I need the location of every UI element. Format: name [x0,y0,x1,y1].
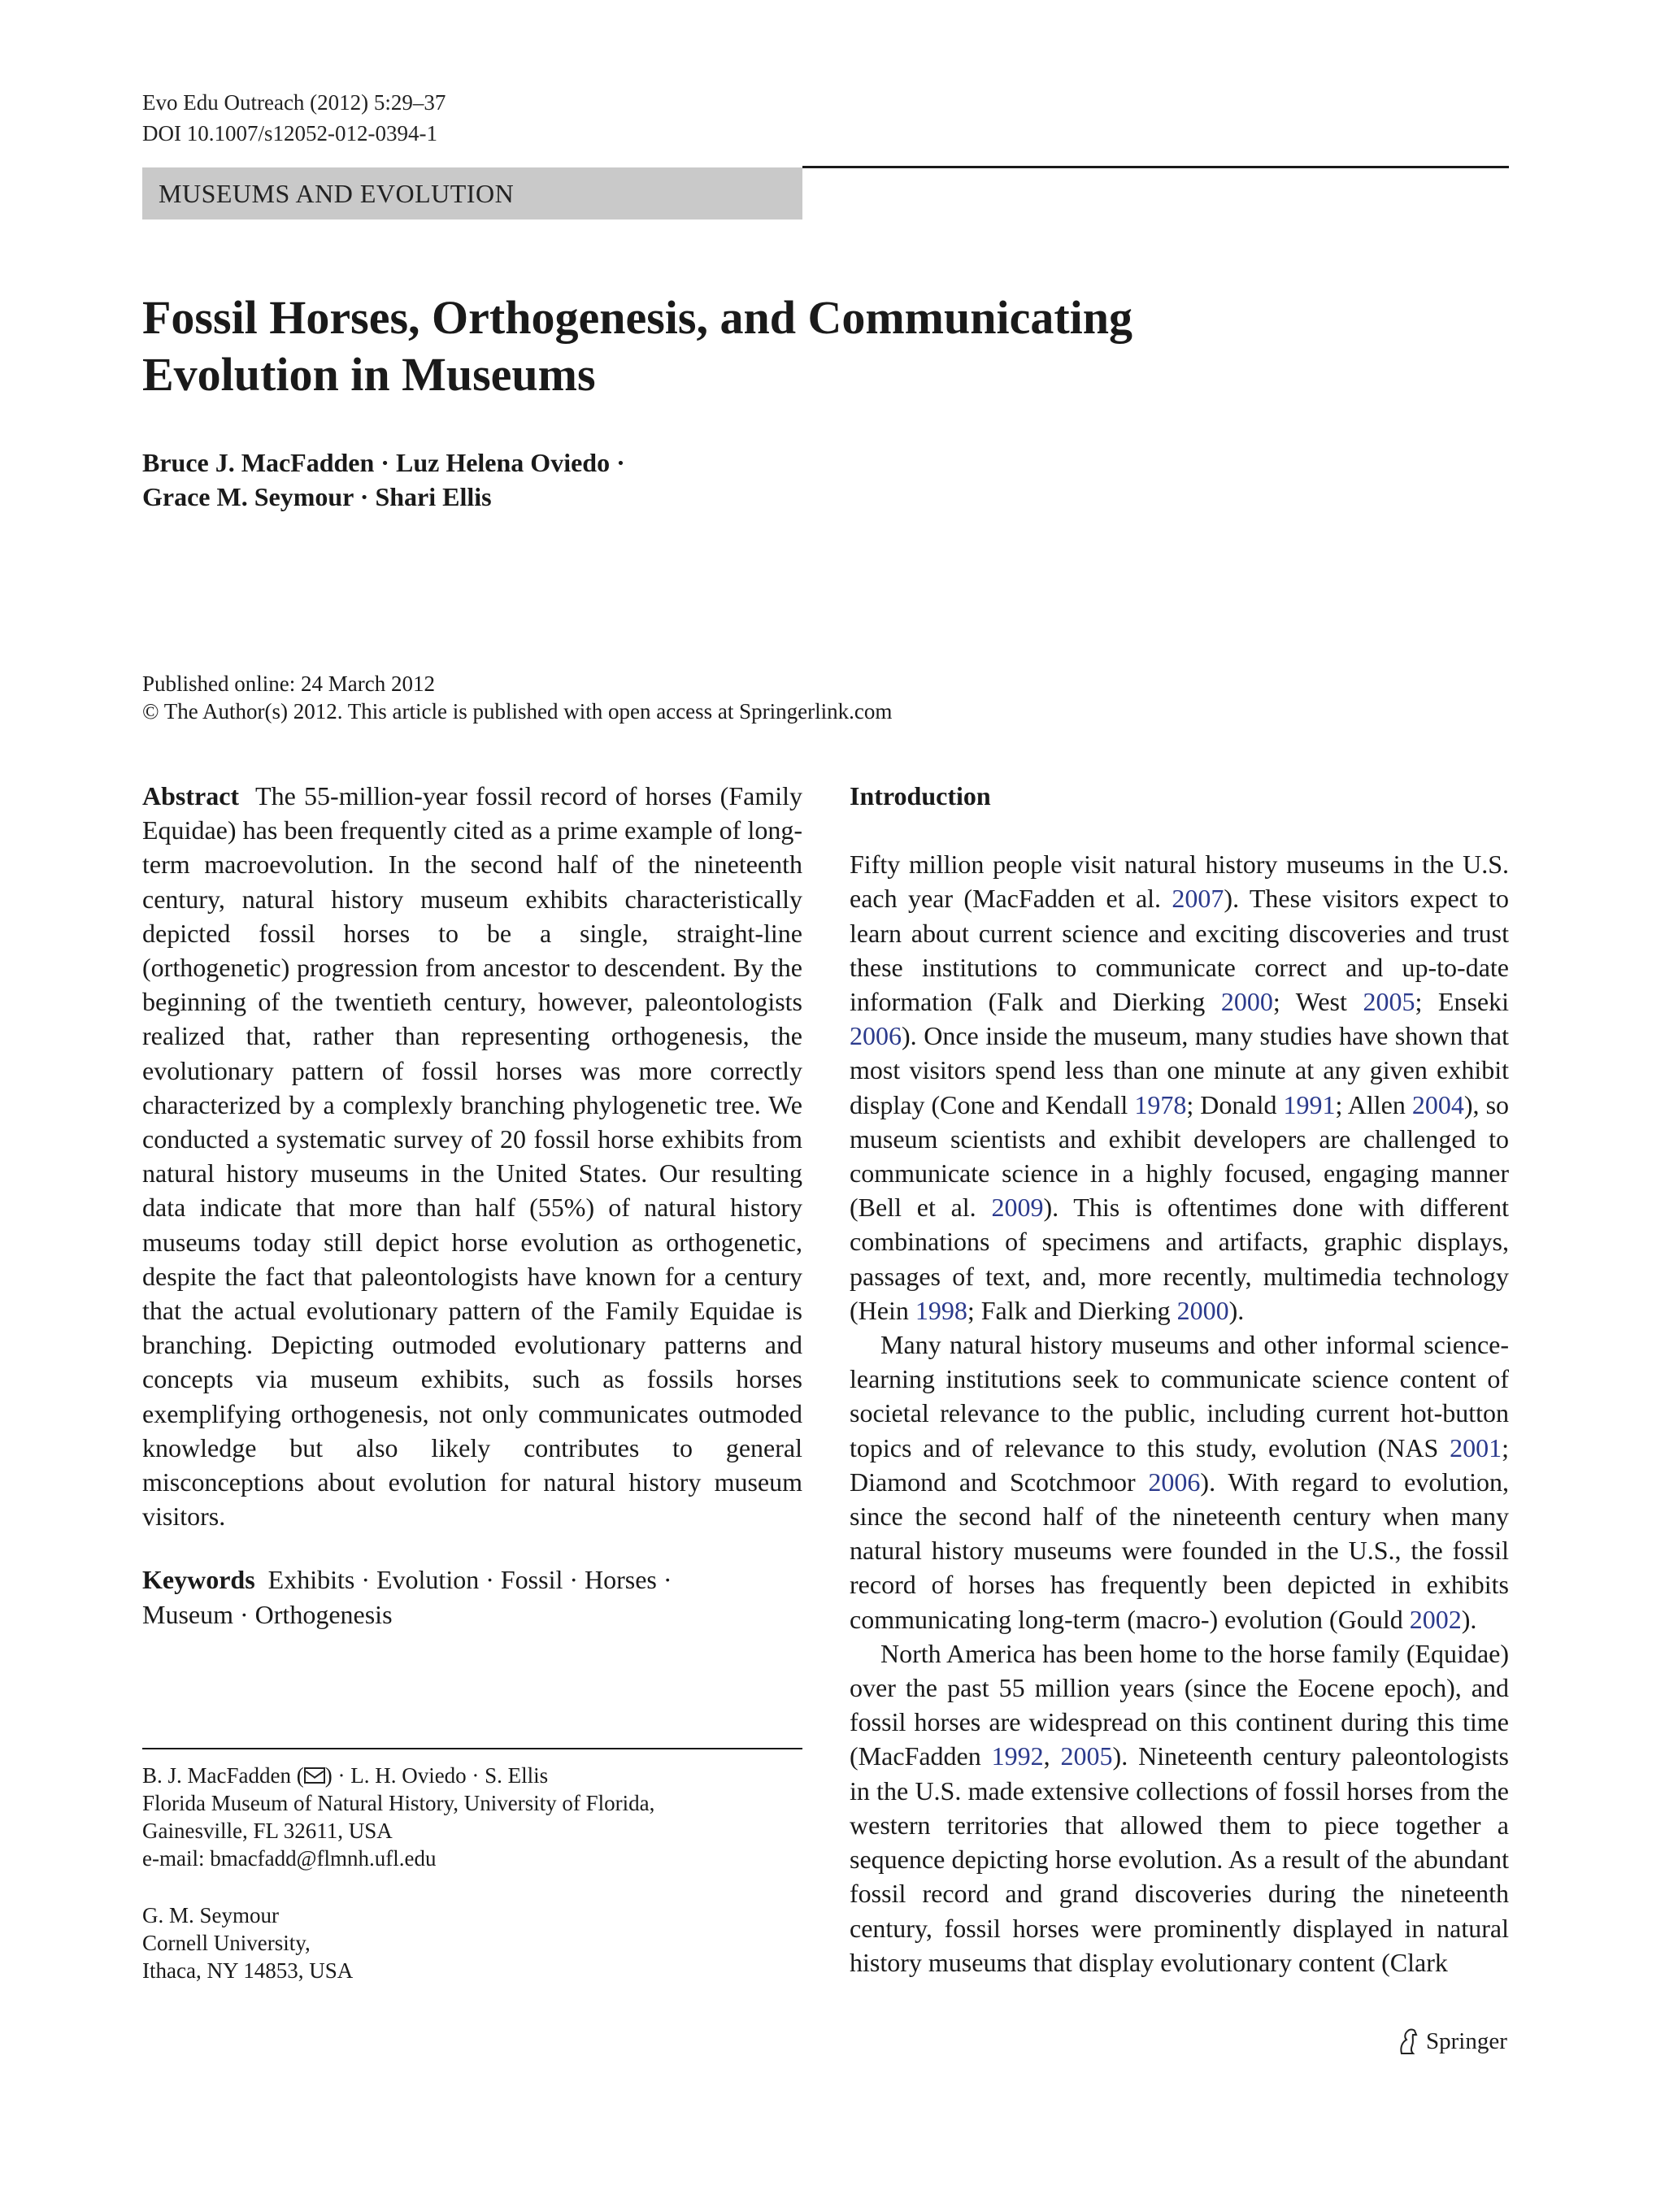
citation-link[interactable]: 2007 [1172,884,1224,914]
citation-link[interactable]: 2001 [1450,1432,1502,1462]
keywords-label: Keywords [142,1565,255,1595]
citation-link[interactable]: 1978 [1134,1089,1187,1119]
paragraph-text: ; Falk and Dierking [967,1295,1177,1325]
affiliation-1-institution: Florida Museum of Natural History, University of Florida, [142,1791,655,1815]
keywords [142,1562,802,1631]
author-list [142,445,1118,514]
affiliation-1-authors [142,1762,802,1789]
affiliation-1-author-prefix: B. J. MacFadden ( [142,1763,304,1788]
citation-link[interactable]: 2006 [1148,1467,1201,1497]
affiliation-2-author: G. M. Seymour [142,1903,279,1927]
doi: DOI 10.1007/s12052-012-0394-1 [142,121,437,146]
affiliation-1-address: Gainesville, FL 32611, USA [142,1819,393,1843]
footnote-rule [142,1748,802,1749]
citation-link[interactable]: 2000 [1220,987,1273,1017]
abstract-text: The 55-million-year fossil record of horses (Family Equidae) has been frequently cited as a prime example of long-term macroevolution. In the second half of the nineteenth century, natural history museum exhibits characteristically depicted fossil horses to be a single, straight-line (orthogenetic) progression from ancestor to descendent. By the beginning of the twentieth century, however, paleontologists realized that, rather than representing orthogenesis, the evolutionary pattern of fossil horses was more correctly characterized by a complexly branching phylogenetic tree. We conducted a systematic survey of 20 fossil horse exhibits from natural history museums in the United States. Our resulting data indicate that more than half (55%) of natural history museums today still depict horse evolution as orthogenetic, despite the fact that paleontologists have known for a century that the actual evolutionary pattern of the Family Equidae is branching. Depicting outmoded evolutionary patterns and concepts via museum exhibits, such as fossils horses exemplifying orthogenesis, not only communicates outmoded knowledge but also likely contributes to general misconceptions about evolution for natural history museum visitors. [142,781,803,1532]
authors-line-1: Bruce J. MacFadden · Luz Helena Oviedo · [142,448,625,477]
citation-link[interactable]: 2004 [1411,1089,1464,1119]
paragraph-text: ). Once inside the museum, many studies have shown that most visitors spend less than one minute at any given exhibit display (Cone and Kendall [850,1021,1509,1119]
abstract [142,779,802,1533]
citation-link[interactable]: 1992 [991,1741,1044,1771]
paragraph-text: ). With regard to evolution, since the second half of the nineteenth century when many natural history museums were founded in the U.S., the fossil record of horses has frequently been depicted in exhibits communicating long-term (macro-) evolution (Gould [850,1467,1509,1634]
citation-link[interactable]: 2002 [1409,1604,1462,1634]
introduction-heading: Introduction [850,781,991,810]
paragraph-text: Many natural history museums and other informal science-learning institutions seek to communicate science content of societal relevance to the public, including current hot-button topics and of relevance to this study, evolution (NAS [850,1330,1509,1462]
publisher-logo [1395,2027,1507,2055]
category-band [142,167,802,219]
category-label: MUSEUMS AND EVOLUTION [159,178,515,208]
paragraph-text: North America has been home to the horse family (Equidae) over the past 55 million years (since the Eocene epoch), and fossil horses are widespread on this continent during this time (MacFadden [850,1638,1509,1771]
published-date: Published online: 24 March 2012 [142,671,435,696]
introduction-paragraph-2 [850,1328,1509,1636]
paragraph-text: ; West [1272,987,1363,1017]
copyright-notice: © The Author(s) 2012. This article is published with open access at Springerlink.com [142,699,893,724]
paragraph-text: ). These visitors expect to learn about current science and exciting discoveries and trust these institutions to communicate correct and up-to-date information (Falk and Dierking [850,884,1510,1017]
title-line-1: Fossil Horses, Orthogenesis, and Communicating [142,291,1133,344]
title-line-2: Evolution in Museums [142,348,596,401]
article-title [142,289,1362,403]
citation-link[interactable]: 2005 [1363,987,1415,1017]
citation-link[interactable]: 2009 [991,1193,1044,1223]
springer-horse-icon [1395,2027,1419,2055]
header-rule [802,166,1509,168]
authors-line-2: Grace M. Seymour · Shari Ellis [142,482,492,511]
left-column [142,779,802,1632]
paragraph-text: ). This is oftentimes done with different combinations of specimens and artifacts, graphic displays, passages of text, and, more recently, multimedia technology (Hein [850,1193,1510,1325]
affiliation-1-email[interactable]: e-mail: bmacfadd@flmnh.ufl.edu [142,1846,437,1871]
citation-link[interactable]: 1998 [915,1295,967,1325]
paragraph-text: ; Allen [1335,1089,1412,1119]
paragraph-text: ). [1461,1604,1477,1634]
right-column [850,779,1509,1980]
affiliation-2-address: Ithaca, NY 14853, USA [142,1958,354,1983]
paragraph-text: ). [1228,1295,1245,1325]
paragraph-text: ; Donald [1186,1089,1284,1119]
paragraph-text: Fifty million people visit natural history museums in the U.S. each year (MacFadden et al. [850,850,1509,914]
paragraph-text: ), so museum scientists and exhibit developers are challenged to communicate science in a highly focused, engaging manner (Bell et al. [850,1089,1510,1223]
citation-link[interactable]: 2000 [1176,1295,1229,1325]
journal-citation: Evo Edu Outreach (2012) 5:29–37 [142,90,446,115]
keywords-line-2: Museum · Orthogenesis [142,1599,393,1629]
paragraph-text: ). Nineteenth century paleontologists in the U.S. made extensive collections of fossil horses from the western territories that allowed them to piece together a sequence depicting horse evolution. As a result of the abundant fossil record and grand discoveries during the nineteenth century, fossil horses were prominently displayed in natural history museums that display evolutionary content (Clark [850,1741,1510,1977]
introduction-paragraph-1 [850,847,1509,1328]
paragraph-text: ; Enseki [1415,987,1509,1017]
envelope-icon [304,1767,325,1784]
paragraph-text: , [1043,1741,1061,1771]
publication-info [142,670,1280,725]
affiliation-2-institution: Cornell University, [142,1931,311,1955]
affiliation-2 [142,1901,802,1984]
affiliation-1-author-suffix: ) · L. H. Oviedo · S. Ellis [324,1763,549,1788]
citation-link[interactable]: 1991 [1283,1089,1336,1119]
abstract-label: Abstract [142,781,240,810]
citation-link[interactable]: 2005 [1060,1741,1113,1771]
keywords-line-1: Exhibits · Evolution · Fossil · Horses · [267,1565,672,1595]
publisher-name: Springer [1426,2027,1507,2054]
affiliation-1 [142,1762,802,1872]
paragraph-text: ; Diamond and Scotchmoor [850,1432,1509,1497]
introduction-paragraph-3 [850,1636,1509,1980]
citation-link[interactable]: 2006 [850,1021,902,1051]
